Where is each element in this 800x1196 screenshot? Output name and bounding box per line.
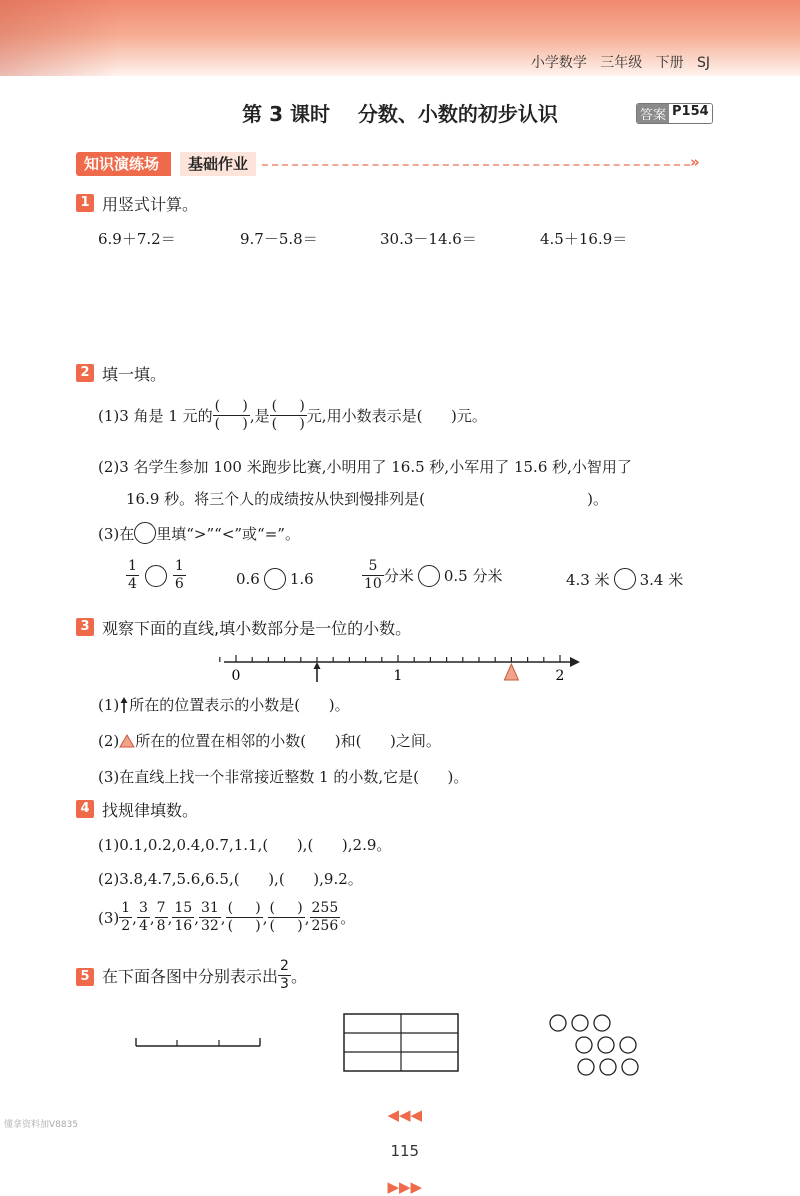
- footer-left-arrows: ◀◀◀: [387, 1106, 423, 1124]
- number-line-label-2: 2: [555, 668, 565, 684]
- number-line-label-0: 0: [231, 668, 241, 684]
- seq-frac-3: [155, 900, 168, 935]
- frac-num: 1: [128, 558, 137, 574]
- seq-frac-1: [119, 900, 132, 935]
- up-arrow-icon: [119, 697, 129, 713]
- number-line-ticks: [220, 655, 560, 662]
- compare-circle[interactable]: [145, 565, 167, 587]
- q3-part1-a: (1): [98, 695, 120, 714]
- frac-den: 4: [138, 918, 148, 934]
- frac-num: 255: [311, 900, 339, 916]
- comma: ,: [132, 908, 137, 927]
- frac-den: 6: [174, 576, 184, 592]
- watermark-text: 懂拿资料加V8835: [4, 1120, 79, 1130]
- comma: ,: [304, 908, 310, 927]
- q1-item-3: 30.3－14.6＝: [380, 230, 477, 248]
- comma: ,: [220, 908, 226, 927]
- q2-part3-b: 里填“>”“<”或“=”。: [156, 524, 300, 543]
- frac-num: 1: [121, 900, 131, 916]
- q3-part2: [98, 730, 441, 751]
- page-number: 115: [390, 1142, 420, 1160]
- q2-number: 2: [76, 364, 94, 382]
- rectangle-grid-figure[interactable]: [342, 1012, 462, 1074]
- answer-badge: [636, 103, 713, 124]
- frac-num: 1: [174, 558, 184, 574]
- q2-part1-frac2: [270, 398, 307, 433]
- frac-blank-num[interactable]: ( ): [269, 900, 303, 916]
- page-footer: [0, 1088, 800, 1196]
- number-line-label-1: 1: [393, 668, 403, 684]
- frac-blank-den[interactable]: ( ): [269, 918, 303, 934]
- q4-text: 找规律填数。: [102, 801, 199, 820]
- frac-den: 10: [364, 576, 382, 592]
- compare-2-right: 1.6: [289, 570, 314, 588]
- compare-circle[interactable]: [614, 568, 636, 590]
- compare-3-frac: [362, 558, 384, 593]
- q3-part2-b: 所在的位置在相邻的小数( )和( )之间。: [135, 732, 441, 750]
- q3-part1: [98, 694, 350, 715]
- q3-number: 3: [76, 618, 94, 636]
- q1-number: 1: [76, 194, 94, 212]
- section-subtag: 基础作业: [180, 152, 256, 176]
- frac-den: 3: [280, 976, 289, 992]
- q1-item-2: 9.7－5.8＝: [240, 230, 318, 248]
- lesson-title: 第 3 课时 分数、小数的初步认识: [242, 102, 558, 126]
- frac-blank-den[interactable]: ( ): [227, 918, 261, 934]
- q4-number: 4: [76, 800, 94, 818]
- q2-part1-a: (1)3 角是 1 元的: [98, 407, 213, 425]
- q1-item-4: 4.5＋16.9＝: [540, 230, 628, 248]
- number-line-arrowhead: [570, 657, 580, 667]
- compare-3-unit: 分米: [383, 567, 414, 585]
- q4-part3-prefix: (3): [98, 908, 120, 927]
- frac-num: 15: [174, 900, 193, 916]
- q2-part1-c: 元,用小数表示是( )元。: [306, 407, 487, 425]
- frac-blank-num[interactable]: ( ): [214, 398, 248, 414]
- compare-3: [362, 558, 502, 593]
- frac-num: 5: [368, 558, 378, 574]
- compare-4-right: 3.4 米: [639, 570, 684, 589]
- banner-shade: [0, 0, 120, 76]
- section-divider: [262, 164, 690, 166]
- compare-2-left: 0.6: [236, 570, 260, 588]
- compare-1-frac-a: [126, 558, 139, 593]
- q3-part2-a: (2): [98, 731, 120, 750]
- comma: ,: [262, 908, 268, 927]
- frac-den: 4: [128, 576, 137, 592]
- circle-blank[interactable]: [134, 522, 156, 544]
- header-info: 小学数学 三年级 下册 SJ: [530, 55, 710, 71]
- comma: ,: [167, 908, 173, 927]
- triangle-marker-icon: [504, 664, 518, 680]
- seq-blank-frac-2: [268, 900, 305, 935]
- q5-text: [102, 958, 307, 993]
- q3-text: 观察下面的直线,填小数部分是一位的小数。: [102, 619, 412, 638]
- frac-den: 32: [200, 918, 219, 934]
- q2-part1: [98, 398, 487, 433]
- compare-4-left: 4.3 米: [566, 570, 610, 589]
- comma: ,: [149, 908, 155, 927]
- q4-part2: (2)3.8,4.7,5.6,6.5,( ),( ),9.2。: [98, 870, 363, 888]
- frac-den: 2: [121, 918, 131, 934]
- period: 。: [340, 909, 356, 927]
- frac-den: 16: [174, 918, 193, 934]
- triangle-icon: [119, 734, 135, 748]
- seq-frac-4: [172, 900, 194, 935]
- seq-blank-frac-1: [226, 900, 263, 935]
- period: 。: [290, 967, 307, 986]
- compare-2: [236, 568, 314, 590]
- q3-part3: (3)在直线上找一个非常接近整数 1 的小数,它是( )。: [98, 768, 469, 786]
- q1-text: 用竖式计算。: [102, 195, 199, 214]
- q2-part1-b: ,是: [249, 407, 270, 425]
- frac-blank-den[interactable]: ( ): [214, 416, 248, 432]
- seq-frac-2: [137, 900, 150, 935]
- frac-num: 7: [156, 900, 166, 916]
- frac-den: 256: [311, 918, 339, 934]
- compare-circle[interactable]: [418, 565, 440, 587]
- compare-3-right: 0.5 分米: [443, 567, 503, 585]
- q2-part2-line2: 16.9 秒。将三个人的成绩按从快到慢排列是( )。: [126, 490, 608, 508]
- compare-4: [566, 568, 683, 590]
- footer-right-arrows: ▶▶▶: [387, 1178, 423, 1196]
- q5-number: 5: [76, 968, 94, 986]
- q4-part1: (1)0.1,0.2,0.4,0.7,1.1,( ),( ),2.9。: [98, 836, 392, 854]
- number-line: [218, 646, 590, 688]
- circles-figure[interactable]: [546, 1012, 646, 1078]
- q5-frac: [278, 958, 291, 993]
- q2-text: 填一填。: [102, 365, 167, 384]
- segment-figure[interactable]: [132, 1026, 264, 1050]
- seq-frac-5: [199, 900, 221, 935]
- frac-num: 2: [280, 958, 289, 974]
- q4-part3: [98, 900, 355, 935]
- q3-part1-b: 所在的位置表示的小数是( )。: [129, 696, 350, 714]
- q2-part2-line1: (2)3 名学生参加 100 米跑步比赛,小明用了 16.5 秒,小军用了 15.6 秒,小智用了: [98, 458, 632, 476]
- q5-text-main: 在下面各图中分别表示出: [102, 967, 279, 986]
- compare-circle[interactable]: [264, 568, 286, 590]
- up-arrow-icon: [314, 662, 321, 682]
- answer-label: 答案: [637, 104, 669, 123]
- q2-part1-frac1: [213, 398, 250, 433]
- frac-blank-num[interactable]: ( ): [227, 900, 261, 916]
- comma: ,: [194, 908, 199, 927]
- section-arrows: »: [690, 153, 700, 171]
- compare-1: [126, 558, 186, 593]
- frac-num: 31: [200, 900, 219, 916]
- compare-1-frac-b: [173, 558, 186, 593]
- section-tag: 知识演练场: [76, 152, 171, 176]
- answer-page: P154: [669, 104, 712, 123]
- frac-blank-num[interactable]: ( ): [271, 398, 305, 414]
- q2-part3-a: (3)在: [98, 524, 135, 543]
- q2-part3: [98, 522, 300, 544]
- q1-item-1: 6.9＋7.2＝: [98, 230, 176, 248]
- frac-num: 3: [138, 900, 148, 916]
- frac-den: 8: [156, 918, 166, 934]
- seq-frac-last: [310, 900, 341, 935]
- frac-blank-den[interactable]: ( ): [271, 416, 305, 432]
